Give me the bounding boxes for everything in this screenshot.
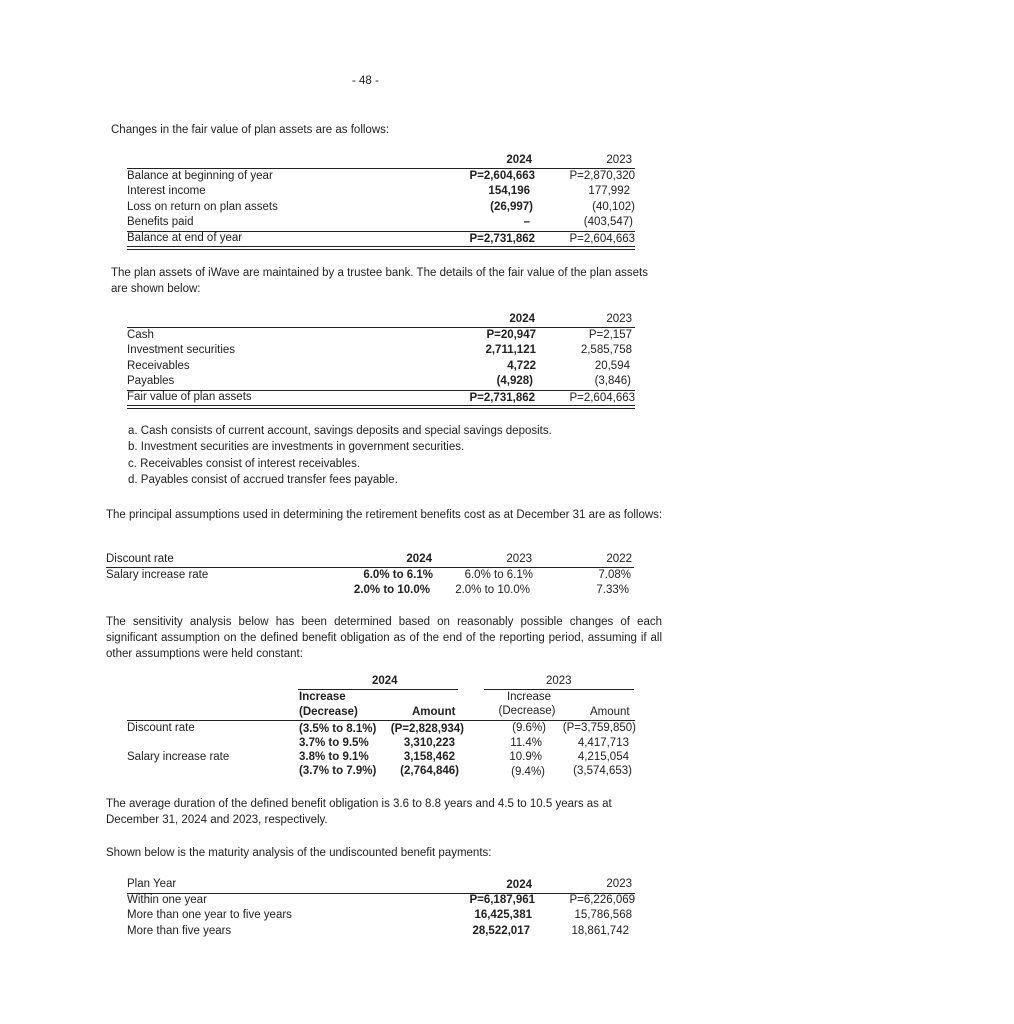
row-value-2024: 6.0% to 6.1% <box>363 569 433 581</box>
row-amount-2023: 4,417,713 <box>577 737 629 749</box>
row-value-2022: 7.33% <box>596 584 629 596</box>
row-value-2024: 28,522,017 <box>472 925 530 937</box>
row-label: Salary increase rate <box>127 751 230 763</box>
row-label: More than one year to five years <box>127 909 292 921</box>
note-b: b. Investment securities are investments in government securities. <box>128 441 465 453</box>
row-value-2023: (40,102) <box>592 201 635 213</box>
col-decrease-2024: (Decrease) <box>299 706 358 718</box>
row-increase-2024: 3.8% to 9.1% <box>299 751 369 763</box>
double-rule <box>127 405 635 409</box>
row-amount-2023: (P=3,759,850) <box>562 722 636 734</box>
row-label: Discount rate <box>106 553 174 565</box>
row-value-2024: P=2,731,862 <box>469 233 535 245</box>
intro-maturity: Shown below is the maturity analysis of the undiscounted benefit payments: <box>106 847 492 859</box>
row-value-2023: 15,786,568 <box>574 909 632 921</box>
row-value-2024: 4,722 <box>507 360 536 372</box>
row-value-2024: P=2,604,663 <box>469 170 535 182</box>
row-value-2022: 7.08% <box>598 569 631 581</box>
page-number: - 48 - <box>352 75 379 87</box>
row-label: Salary increase rate <box>106 569 209 581</box>
rule <box>127 327 635 328</box>
row-value-2024: P=6,187,961 <box>469 894 535 906</box>
row-label: Discount rate <box>127 722 195 734</box>
row-value-2023: 6.0% to 6.1% <box>464 569 533 581</box>
intro-sensitivity: The sensitivity analysis below has been determined based on reasonably possible changes of each significant assumption on the defined benefit obligation as of the end of the reporting period, assuming if all other assumptions were held constant: <box>106 616 662 660</box>
col-header-2023: 2023 <box>606 154 632 166</box>
rule <box>127 168 635 169</box>
row-amount-2024: (2,764,846) <box>400 765 459 777</box>
intro-duration: The average duration of the defined benefit obligation is 3.6 to 8.8 years and 4.5 to 10.5 years as at December 31, 2024 and 2023, respectively. <box>106 798 612 826</box>
row-value-2023: (403,547) <box>583 216 633 228</box>
row-amount-2024: 3,310,223 <box>403 737 455 749</box>
col-header-2024: 2024 <box>506 154 532 166</box>
row-value-2023: P=2,157 <box>588 329 632 341</box>
row-value-2023: 2,585,758 <box>580 344 632 356</box>
row-label: Balance at end of year <box>127 232 243 244</box>
row-label: Interest income <box>127 185 206 197</box>
col-header-2023: 2023 <box>606 313 632 325</box>
row-amount-2024: (P=2,828,934) <box>390 723 464 735</box>
intro-assumptions: The principal assumptions used in determining the retirement benefits cost as at December 31 are as follows: <box>106 509 663 521</box>
row-label: Balance at beginning of year <box>127 170 273 182</box>
double-rule <box>127 246 635 250</box>
col-header-2022: 2022 <box>606 553 632 565</box>
row-value-2023: 20,594 <box>594 360 630 372</box>
col-header-2024: 2024 <box>509 313 535 325</box>
row-amount-2024: 3,158,462 <box>403 751 455 763</box>
note-a: a. Cash consists of current account, savings deposits and special savings deposits. <box>128 425 552 437</box>
row-value-2023: 18,861,742 <box>571 925 629 937</box>
intro-plan-assets-changes: Changes in the fair value of plan assets are as follows: <box>111 124 390 136</box>
row-value-2024: (26,997) <box>490 201 533 213</box>
note-d: d. Payables consist of accrued transfer fees payable. <box>128 474 398 486</box>
col-increase-2024: Increase <box>299 691 346 703</box>
col-increase-2023: Increase <box>506 691 552 703</box>
row-value-2024: P=2,731,862 <box>469 392 535 404</box>
col-header-2024: 2024 <box>372 675 398 687</box>
col-header-2023: 2023 <box>506 553 532 565</box>
row-label: Loss on return on plan assets <box>127 201 278 213</box>
col-decrease-2023: (Decrease) <box>498 705 556 717</box>
row-label: Receivables <box>127 360 190 372</box>
note-c: c. Receivables consist of interest receivables. <box>128 458 361 470</box>
rule <box>298 689 458 690</box>
row-label: More than five years <box>127 925 232 937</box>
row-value-2023: (3,846) <box>594 375 631 387</box>
row-value-2023: P=2,870,320 <box>569 170 635 182</box>
row-value-2023: P=6,226,069 <box>569 894 635 906</box>
row-label: Fair value of plan assets <box>127 391 252 403</box>
row-increase-2024: 3.7% to 9.5% <box>299 737 369 749</box>
row-value-2024: 154,196 <box>488 185 530 197</box>
rule <box>106 567 634 568</box>
rule <box>484 689 634 690</box>
row-label: Cash <box>127 329 154 341</box>
col-header-2023: 2023 <box>546 675 572 687</box>
col-header-2024: 2024 <box>506 879 532 891</box>
row-label: Within one year <box>127 894 207 906</box>
row-increase-2024: (3.7% to 7.9%) <box>299 765 377 777</box>
col-header-2023: 2023 <box>606 878 632 890</box>
row-amount-2023: 4,215,054 <box>577 751 629 763</box>
col-amount-2024: Amount <box>412 706 456 718</box>
row-increase-2023: 10.9% <box>509 751 542 763</box>
row-value-2024: 2,711,121 <box>485 344 536 356</box>
row-value-2023: P=2,604,663 <box>569 233 635 245</box>
row-label: Investment securities <box>127 344 236 356</box>
col-amount-2023: Amount <box>590 706 630 718</box>
row-value-2024: 2.0% to 10.0% <box>353 584 430 596</box>
row-value-2024: (4,928) <box>496 375 533 387</box>
row-value-2023: 177,992 <box>588 185 630 197</box>
row-value-2024: 16,425,381 <box>474 909 532 921</box>
row-value-2023: P=2,604,663 <box>569 392 635 404</box>
row-amount-2023: (3,574,653) <box>573 765 632 777</box>
row-value-2023: 2.0% to 10.0% <box>455 584 530 596</box>
row-label: Payables <box>127 375 175 387</box>
rule <box>127 720 635 721</box>
row-increase-2024: (3.5% to 8.1%) <box>299 723 377 735</box>
intro-plan-assets-details: The plan assets of iWave are maintained by a trustee bank. The details of the fair value of the plan assets are shown below: <box>111 267 648 295</box>
row-increase-2023: 11.4% <box>510 737 542 749</box>
row-increase-2023: (9.6%) <box>512 722 546 734</box>
col-header-plan-year: Plan Year <box>127 878 177 890</box>
col-header-2024: 2024 <box>406 553 432 565</box>
row-value-2024: – <box>523 216 530 228</box>
row-increase-2023: (9.4%) <box>511 766 545 778</box>
row-label: Benefits paid <box>127 216 194 228</box>
row-value-2024: P=20,947 <box>486 329 536 341</box>
